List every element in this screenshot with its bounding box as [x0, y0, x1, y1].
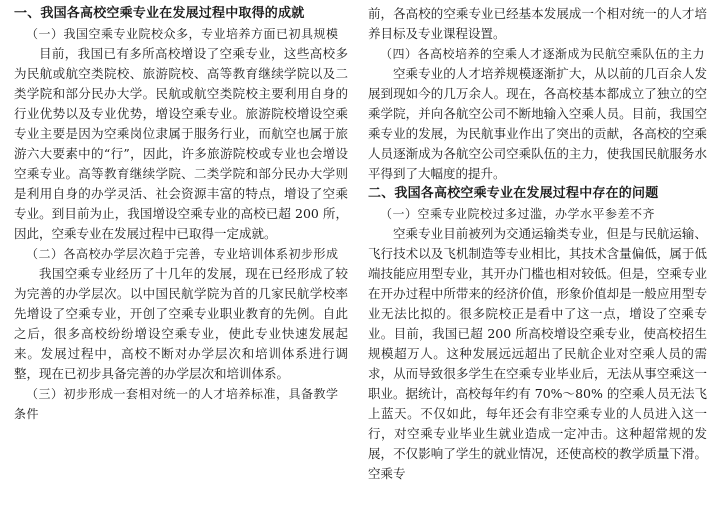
subsection-heading-3: （三）初步形成一套相对统一的人才培养标准，具备教学条件	[14, 387, 339, 421]
section-heading-achievements: 一、我国各高校空乘专业在发展过程中取得的成就	[14, 6, 305, 21]
paragraph-too-many-schools: 空乘专业目前被列为交通运输类专业，但是与民航运输、飞行技术以及飞机制造等专业相比，其技术含量偏低，属于低端技能应用型专业，其开办门槛也相对较低。但是，空乘专业在开办过程中所带来的经济价值，形象价值却是一般应用型专业无法比拟的。很多院校正是看中了这一点，增设了空乘专业。目前，我国已超 200 所高校增设空乘专业，使高校招生规模超万人。这种发展远远超出了民航企业对空乘人员的需求，从而导致很多学生在空乘专业毕业后，无法从事空乘这一职业。据统计，高校每年约有 70%～80% 的空乘人员无法飞上蓝天。不仅如此，每年还会有非空乘专业的人员进入这一行，对空乘专业毕业生就业造成一定冲击。这种超常规的发展，不仅影响了学生的就业情况，还使高校的教学质量下滑。空乘专	[368, 226, 707, 481]
paragraph-schools-count: 目前，我国已有多所高校增设了空乘专业，这些高校多为民航或航空类院校、旅游院校、高等教育继续学院以及二类学院和部分民办大学。民航或航空类院校主要利用自身的行业优势以及专业优势，增设空乘专业。旅游院校增设空乘专业主要是因为空乘岗位隶属于服务行业，而航空也属于旅游六大要素中的“行”，因此，许多旅游院校或专业也会增设空乘专业。高等教育继续学院、二类学院和部分民办大学则是利用自身的办学灵活、社会资源丰富的特点，增设了空乘专业。到目前为止，我国增设空乘专业的高校已超 200 所，因此，空乘专业在发展过程中已取得一定成就。	[14, 46, 348, 241]
right-column	[358, 0, 717, 508]
subsection-heading-5: （一）空乘专业院校过多过滥，办学水平参差不齐	[380, 207, 656, 221]
left-column	[0, 0, 358, 508]
section-heading-problems: 二、我国各高校空乘专业在发展过程中存在的问题	[368, 186, 659, 201]
subsection-heading-4: （四）各高校培养的空乘人才逐渐成为民航空乘队伍的主力	[380, 47, 706, 61]
paragraph-talent-scale: 空乘专业的人才培养规模逐渐扩大，从以前的几百余人发展到现如今的几万余人。现在，各高校基本都成立了独立的空乘学院，并向各航空公司不断地输入空乘人员。目前，我国空乘专业的发展，为民航事业作出了突出的贡献，各高校的空乘人员逐渐成为各航空公司空乘队伍的主力，使我国民航服务水平得到了大幅度的提升。	[368, 66, 707, 181]
subsection-heading-1: （一）我国空乘专业院校众多，专业培养方面已初具规模	[26, 27, 339, 41]
paragraph-standards-continued: 前，各高校的空乘专业已经基本发展成一个相对统一的人才培养目标及专业课程设置。	[368, 6, 707, 41]
subsection-heading-2: （二）各高校办学层次趋于完善，专业培训体系初步形成	[26, 247, 339, 261]
paragraph-training-system: 我国空乘专业经历了十几年的发展，现在已经形成了较为完善的办学层次。以中国民航学院为首的几家民航学校率先增设了空乘专业，开创了空乘专业职业教育的先例。自此之后，很多高校纷纷增设空乘专业，使此专业快速发展起来。发展过程中，高校不断对办学层次和培训体系进行调整，现在已初步具备完善的办学层次和培训体系。	[14, 266, 348, 381]
